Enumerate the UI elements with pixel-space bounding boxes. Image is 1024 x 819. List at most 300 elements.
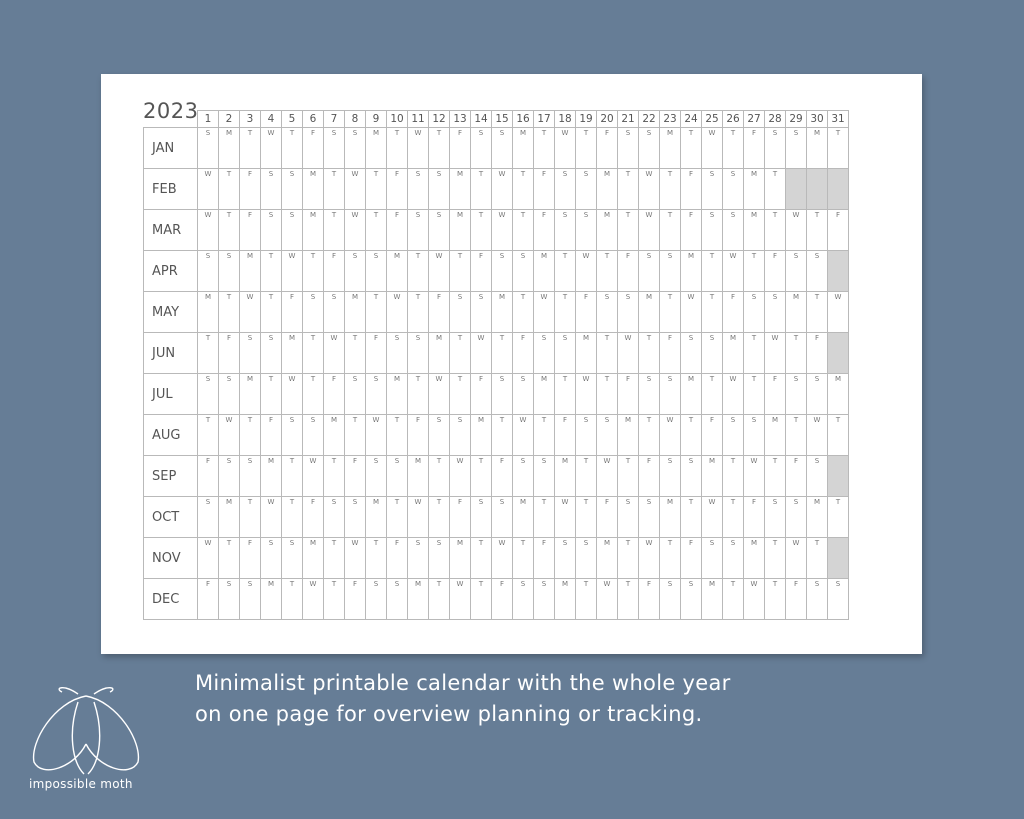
day-cell[interactable]: W	[492, 210, 513, 251]
day-cell[interactable]: F	[618, 251, 639, 292]
day-cell[interactable]: W	[492, 538, 513, 579]
day-cell[interactable]: W	[597, 579, 618, 620]
day-cell[interactable]: T	[303, 333, 324, 374]
day-cell[interactable]: T	[513, 292, 534, 333]
day-cell[interactable]: T	[471, 210, 492, 251]
day-cell[interactable]: M	[723, 333, 744, 374]
day-cell[interactable]: S	[660, 579, 681, 620]
day-cell[interactable]: T	[303, 251, 324, 292]
day-cell[interactable]: W	[240, 292, 261, 333]
day-cell[interactable]: S	[219, 374, 240, 415]
day-cell[interactable]: M	[450, 538, 471, 579]
day-cell[interactable]: F	[303, 497, 324, 538]
day-cell[interactable]: M	[198, 292, 219, 333]
day-cell[interactable]: T	[429, 456, 450, 497]
day-cell[interactable]: F	[240, 210, 261, 251]
day-cell[interactable]: S	[765, 497, 786, 538]
day-cell[interactable]: M	[513, 128, 534, 169]
day-cell[interactable]: T	[345, 333, 366, 374]
day-cell[interactable]: F	[450, 128, 471, 169]
day-cell[interactable]: T	[576, 497, 597, 538]
day-cell[interactable]: M	[702, 579, 723, 620]
day-cell[interactable]: T	[324, 579, 345, 620]
day-cell[interactable]: W	[387, 292, 408, 333]
day-cell[interactable]: W	[303, 456, 324, 497]
day-cell[interactable]: S	[324, 128, 345, 169]
day-cell[interactable]: W	[681, 292, 702, 333]
day-cell[interactable]: M	[681, 251, 702, 292]
day-cell[interactable]: T	[534, 415, 555, 456]
day-cell[interactable]: S	[786, 128, 807, 169]
day-cell[interactable]: T	[681, 497, 702, 538]
day-cell[interactable]: T	[702, 251, 723, 292]
day-cell[interactable]: M	[450, 210, 471, 251]
day-cell[interactable]: W	[639, 169, 660, 210]
day-cell[interactable]: T	[765, 538, 786, 579]
day-cell[interactable]: T	[282, 456, 303, 497]
day-cell[interactable]: S	[534, 333, 555, 374]
day-cell[interactable]: T	[555, 374, 576, 415]
day-cell[interactable]: F	[534, 210, 555, 251]
day-cell[interactable]: T	[765, 579, 786, 620]
day-cell[interactable]: T	[261, 251, 282, 292]
day-cell[interactable]: W	[723, 374, 744, 415]
day-cell[interactable]: S	[807, 374, 828, 415]
day-cell[interactable]: M	[807, 497, 828, 538]
day-cell[interactable]: F	[534, 169, 555, 210]
day-cell[interactable]: S	[786, 251, 807, 292]
day-cell[interactable]: T	[828, 415, 849, 456]
day-cell[interactable]: T	[219, 538, 240, 579]
day-cell[interactable]: F	[387, 210, 408, 251]
day-cell[interactable]: T	[387, 497, 408, 538]
day-cell[interactable]: T	[324, 456, 345, 497]
day-cell[interactable]: T	[639, 333, 660, 374]
day-cell[interactable]: M	[345, 292, 366, 333]
day-cell[interactable]: T	[765, 210, 786, 251]
day-cell[interactable]: T	[618, 210, 639, 251]
day-cell[interactable]: T	[492, 415, 513, 456]
day-cell[interactable]: W	[219, 415, 240, 456]
day-cell[interactable]: M	[387, 251, 408, 292]
day-cell[interactable]: M	[765, 415, 786, 456]
day-cell[interactable]: T	[366, 538, 387, 579]
day-cell[interactable]: W	[576, 374, 597, 415]
day-cell[interactable]: F	[744, 128, 765, 169]
day-cell[interactable]: S	[513, 456, 534, 497]
day-cell[interactable]: M	[240, 251, 261, 292]
day-cell[interactable]: S	[198, 128, 219, 169]
day-cell[interactable]: S	[429, 415, 450, 456]
day-cell[interactable]: T	[471, 579, 492, 620]
day-cell[interactable]: T	[828, 497, 849, 538]
day-cell[interactable]: S	[681, 579, 702, 620]
day-cell[interactable]: T	[723, 128, 744, 169]
day-cell[interactable]: T	[555, 292, 576, 333]
day-cell[interactable]: W	[807, 415, 828, 456]
day-cell[interactable]: W	[345, 169, 366, 210]
day-cell[interactable]: S	[387, 456, 408, 497]
day-cell[interactable]: W	[366, 415, 387, 456]
day-cell[interactable]: S	[240, 579, 261, 620]
day-cell[interactable]: T	[471, 456, 492, 497]
day-cell[interactable]: S	[555, 333, 576, 374]
day-cell[interactable]: T	[282, 579, 303, 620]
day-cell[interactable]: S	[807, 251, 828, 292]
day-cell[interactable]: T	[660, 169, 681, 210]
day-cell[interactable]: W	[618, 333, 639, 374]
day-cell[interactable]: T	[765, 169, 786, 210]
day-cell[interactable]: W	[534, 292, 555, 333]
day-cell[interactable]: M	[786, 292, 807, 333]
day-cell[interactable]: T	[555, 251, 576, 292]
day-cell[interactable]: M	[807, 128, 828, 169]
day-cell[interactable]: S	[408, 538, 429, 579]
day-cell[interactable]: S	[240, 333, 261, 374]
day-cell[interactable]: S	[408, 169, 429, 210]
day-cell[interactable]: S	[723, 210, 744, 251]
day-cell[interactable]: M	[450, 169, 471, 210]
day-cell[interactable]: T	[681, 128, 702, 169]
day-cell[interactable]: S	[219, 456, 240, 497]
day-cell[interactable]: S	[660, 456, 681, 497]
day-cell[interactable]: S	[702, 210, 723, 251]
day-cell[interactable]: S	[366, 456, 387, 497]
day-cell[interactable]: T	[471, 169, 492, 210]
day-cell[interactable]: S	[744, 292, 765, 333]
day-cell[interactable]: S	[345, 497, 366, 538]
day-cell[interactable]: F	[387, 169, 408, 210]
day-cell[interactable]: T	[450, 251, 471, 292]
day-cell[interactable]: S	[429, 210, 450, 251]
day-cell[interactable]: T	[597, 374, 618, 415]
day-cell[interactable]: T	[429, 579, 450, 620]
day-cell[interactable]: S	[723, 169, 744, 210]
day-cell[interactable]: S	[681, 456, 702, 497]
day-cell[interactable]: F	[681, 538, 702, 579]
day-cell[interactable]: M	[408, 579, 429, 620]
day-cell[interactable]: W	[555, 497, 576, 538]
day-cell[interactable]: W	[492, 169, 513, 210]
day-cell[interactable]: F	[471, 251, 492, 292]
day-cell[interactable]: F	[723, 292, 744, 333]
day-cell[interactable]: T	[429, 497, 450, 538]
day-cell[interactable]: T	[702, 374, 723, 415]
day-cell[interactable]: S	[702, 169, 723, 210]
day-cell[interactable]: S	[660, 374, 681, 415]
day-cell[interactable]: W	[429, 374, 450, 415]
day-cell[interactable]: S	[450, 292, 471, 333]
day-cell[interactable]: W	[429, 251, 450, 292]
day-cell[interactable]: M	[618, 415, 639, 456]
day-cell[interactable]: S	[408, 333, 429, 374]
day-cell[interactable]: M	[534, 374, 555, 415]
day-cell[interactable]: M	[303, 169, 324, 210]
day-cell[interactable]: T	[219, 169, 240, 210]
day-cell[interactable]: M	[366, 128, 387, 169]
day-cell[interactable]: F	[702, 415, 723, 456]
day-cell[interactable]: S	[597, 415, 618, 456]
day-cell[interactable]: T	[513, 210, 534, 251]
day-cell[interactable]: W	[261, 128, 282, 169]
day-cell[interactable]: S	[702, 333, 723, 374]
day-cell[interactable]: S	[786, 497, 807, 538]
day-cell[interactable]: M	[471, 415, 492, 456]
day-cell[interactable]: W	[324, 333, 345, 374]
day-cell[interactable]: S	[513, 251, 534, 292]
day-cell[interactable]: S	[618, 128, 639, 169]
day-cell[interactable]: F	[765, 374, 786, 415]
day-cell[interactable]: T	[387, 415, 408, 456]
day-cell[interactable]: W	[471, 333, 492, 374]
day-cell[interactable]: M	[492, 292, 513, 333]
day-cell[interactable]: F	[261, 415, 282, 456]
day-cell[interactable]: F	[513, 333, 534, 374]
day-cell[interactable]: M	[387, 374, 408, 415]
day-cell[interactable]: S	[282, 538, 303, 579]
day-cell[interactable]: M	[597, 169, 618, 210]
day-cell[interactable]: M	[555, 579, 576, 620]
day-cell[interactable]: T	[576, 579, 597, 620]
day-cell[interactable]: T	[576, 128, 597, 169]
day-cell[interactable]: F	[765, 251, 786, 292]
day-cell[interactable]: F	[828, 210, 849, 251]
day-cell[interactable]: W	[513, 415, 534, 456]
day-cell[interactable]: S	[639, 251, 660, 292]
day-cell[interactable]: F	[534, 538, 555, 579]
day-cell[interactable]: T	[534, 497, 555, 538]
day-cell[interactable]: T	[303, 374, 324, 415]
day-cell[interactable]: F	[240, 169, 261, 210]
day-cell[interactable]: F	[408, 415, 429, 456]
day-cell[interactable]: W	[702, 497, 723, 538]
day-cell[interactable]: S	[345, 374, 366, 415]
day-cell[interactable]: S	[240, 456, 261, 497]
day-cell[interactable]: S	[534, 456, 555, 497]
day-cell[interactable]: T	[492, 333, 513, 374]
day-cell[interactable]: T	[744, 251, 765, 292]
day-cell[interactable]: F	[555, 415, 576, 456]
day-cell[interactable]: S	[786, 374, 807, 415]
day-cell[interactable]: S	[282, 415, 303, 456]
day-cell[interactable]: M	[219, 497, 240, 538]
day-cell[interactable]: T	[807, 538, 828, 579]
day-cell[interactable]: T	[660, 538, 681, 579]
day-cell[interactable]: S	[828, 579, 849, 620]
day-cell[interactable]: S	[450, 415, 471, 456]
day-cell[interactable]: T	[408, 374, 429, 415]
day-cell[interactable]: S	[576, 415, 597, 456]
day-cell[interactable]: T	[618, 538, 639, 579]
day-cell[interactable]: S	[807, 579, 828, 620]
day-cell[interactable]: S	[198, 497, 219, 538]
day-cell[interactable]: T	[240, 415, 261, 456]
day-cell[interactable]: M	[324, 415, 345, 456]
day-cell[interactable]: F	[639, 456, 660, 497]
day-cell[interactable]: M	[282, 333, 303, 374]
day-cell[interactable]: S	[324, 497, 345, 538]
day-cell[interactable]: S	[429, 538, 450, 579]
day-cell[interactable]: F	[450, 497, 471, 538]
day-cell[interactable]: M	[513, 497, 534, 538]
day-cell[interactable]: T	[618, 579, 639, 620]
day-cell[interactable]: W	[345, 210, 366, 251]
day-cell[interactable]: M	[744, 169, 765, 210]
day-cell[interactable]: W	[723, 251, 744, 292]
day-cell[interactable]: M	[702, 456, 723, 497]
day-cell[interactable]: W	[198, 169, 219, 210]
day-cell[interactable]: M	[261, 579, 282, 620]
day-cell[interactable]: S	[555, 169, 576, 210]
day-cell[interactable]: S	[639, 374, 660, 415]
day-cell[interactable]: W	[345, 538, 366, 579]
day-cell[interactable]: S	[198, 374, 219, 415]
day-cell[interactable]: W	[639, 210, 660, 251]
day-cell[interactable]: F	[387, 538, 408, 579]
day-cell[interactable]: T	[828, 128, 849, 169]
day-cell[interactable]: M	[240, 374, 261, 415]
day-cell[interactable]: W	[282, 374, 303, 415]
day-cell[interactable]: T	[597, 333, 618, 374]
day-cell[interactable]: W	[702, 128, 723, 169]
day-cell[interactable]: W	[828, 292, 849, 333]
day-cell[interactable]: W	[660, 415, 681, 456]
day-cell[interactable]: F	[345, 456, 366, 497]
day-cell[interactable]: S	[576, 169, 597, 210]
day-cell[interactable]: T	[450, 333, 471, 374]
day-cell[interactable]: F	[324, 374, 345, 415]
day-cell[interactable]: S	[324, 292, 345, 333]
day-cell[interactable]: F	[681, 169, 702, 210]
day-cell[interactable]: T	[576, 456, 597, 497]
day-cell[interactable]: F	[639, 579, 660, 620]
day-cell[interactable]: S	[366, 579, 387, 620]
day-cell[interactable]: W	[786, 210, 807, 251]
day-cell[interactable]: F	[597, 128, 618, 169]
day-cell[interactable]: M	[303, 538, 324, 579]
day-cell[interactable]: T	[660, 210, 681, 251]
day-cell[interactable]: T	[240, 128, 261, 169]
day-cell[interactable]: S	[513, 374, 534, 415]
day-cell[interactable]: S	[471, 292, 492, 333]
day-cell[interactable]: W	[639, 538, 660, 579]
day-cell[interactable]: S	[408, 210, 429, 251]
day-cell[interactable]: S	[198, 251, 219, 292]
day-cell[interactable]: S	[303, 415, 324, 456]
day-cell[interactable]: S	[765, 128, 786, 169]
day-cell[interactable]: F	[198, 579, 219, 620]
day-cell[interactable]: S	[555, 538, 576, 579]
day-cell[interactable]: T	[723, 497, 744, 538]
day-cell[interactable]: S	[576, 538, 597, 579]
day-cell[interactable]: F	[492, 579, 513, 620]
day-cell[interactable]: M	[366, 497, 387, 538]
day-cell[interactable]: S	[345, 251, 366, 292]
day-cell[interactable]: S	[723, 538, 744, 579]
day-cell[interactable]: M	[681, 374, 702, 415]
day-cell[interactable]: T	[345, 415, 366, 456]
day-cell[interactable]: S	[261, 210, 282, 251]
day-cell[interactable]: W	[408, 497, 429, 538]
day-cell[interactable]: S	[618, 497, 639, 538]
day-cell[interactable]: T	[324, 538, 345, 579]
day-cell[interactable]: T	[639, 415, 660, 456]
day-cell[interactable]: S	[219, 251, 240, 292]
day-cell[interactable]: S	[765, 292, 786, 333]
day-cell[interactable]: S	[744, 415, 765, 456]
day-cell[interactable]: S	[261, 333, 282, 374]
day-cell[interactable]: S	[639, 497, 660, 538]
day-cell[interactable]: M	[744, 210, 765, 251]
day-cell[interactable]: T	[408, 251, 429, 292]
day-cell[interactable]: M	[219, 128, 240, 169]
day-cell[interactable]: T	[219, 210, 240, 251]
day-cell[interactable]: M	[576, 333, 597, 374]
day-cell[interactable]: F	[576, 292, 597, 333]
day-cell[interactable]: S	[345, 128, 366, 169]
day-cell[interactable]: S	[282, 169, 303, 210]
day-cell[interactable]: M	[429, 333, 450, 374]
day-cell[interactable]: T	[723, 579, 744, 620]
day-cell[interactable]: W	[408, 128, 429, 169]
day-cell[interactable]: M	[744, 538, 765, 579]
day-cell[interactable]: T	[366, 210, 387, 251]
day-cell[interactable]: S	[723, 415, 744, 456]
day-cell[interactable]: F	[597, 497, 618, 538]
day-cell[interactable]: F	[618, 374, 639, 415]
day-cell[interactable]: S	[660, 251, 681, 292]
day-cell[interactable]: T	[240, 497, 261, 538]
day-cell[interactable]: F	[282, 292, 303, 333]
day-cell[interactable]: W	[597, 456, 618, 497]
day-cell[interactable]: M	[597, 538, 618, 579]
day-cell[interactable]: S	[261, 538, 282, 579]
day-cell[interactable]: S	[282, 210, 303, 251]
day-cell[interactable]: T	[282, 497, 303, 538]
day-cell[interactable]: F	[240, 538, 261, 579]
day-cell[interactable]: T	[366, 169, 387, 210]
day-cell[interactable]: S	[555, 210, 576, 251]
day-cell[interactable]: T	[324, 169, 345, 210]
day-cell[interactable]: F	[366, 333, 387, 374]
day-cell[interactable]: T	[387, 128, 408, 169]
day-cell[interactable]: S	[261, 169, 282, 210]
day-cell[interactable]: F	[660, 333, 681, 374]
day-cell[interactable]: F	[492, 456, 513, 497]
day-cell[interactable]: T	[471, 538, 492, 579]
day-cell[interactable]: M	[639, 292, 660, 333]
day-cell[interactable]: T	[366, 292, 387, 333]
day-cell[interactable]: S	[702, 538, 723, 579]
day-cell[interactable]: T	[198, 333, 219, 374]
day-cell[interactable]: S	[492, 374, 513, 415]
day-cell[interactable]: M	[261, 456, 282, 497]
day-cell[interactable]: T	[219, 292, 240, 333]
day-cell[interactable]: T	[660, 292, 681, 333]
day-cell[interactable]: F	[198, 456, 219, 497]
day-cell[interactable]: S	[618, 292, 639, 333]
day-cell[interactable]: M	[828, 374, 849, 415]
day-cell[interactable]: S	[639, 128, 660, 169]
day-cell[interactable]: S	[597, 292, 618, 333]
day-cell[interactable]: F	[429, 292, 450, 333]
day-cell[interactable]: T	[702, 292, 723, 333]
day-cell[interactable]: T	[681, 415, 702, 456]
day-cell[interactable]: T	[261, 374, 282, 415]
day-cell[interactable]: M	[534, 251, 555, 292]
day-cell[interactable]: F	[807, 333, 828, 374]
day-cell[interactable]: W	[198, 210, 219, 251]
